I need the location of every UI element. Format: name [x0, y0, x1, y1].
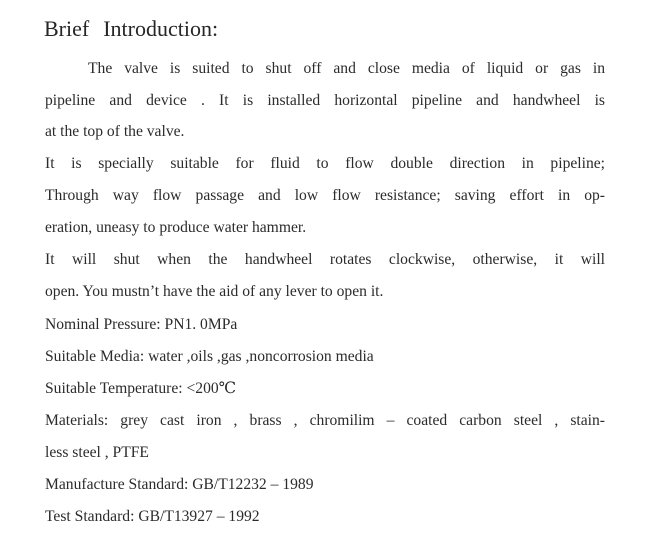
- paragraph-2-line-2: Through way flow passage and low flow resistance; saving effort in op-: [45, 187, 605, 204]
- paragraph-2-line-1: It is specially suitable for fluid to flow double direction in pipeline;: [45, 155, 605, 172]
- spec-suitable-media: Suitable Media: water ,oils ,gas ,noncorrosion media: [45, 348, 374, 365]
- section-title: [44, 14, 218, 44]
- spec-manufacture-standard: Manufacture Standard: GB/T12232 – 1989: [45, 476, 314, 493]
- paragraph-2-line-3: eration, uneasy to produce water hammer.: [45, 219, 307, 236]
- section-title-word-introduction: Introduction:: [103, 16, 219, 41]
- spec-suitable-temperature: Suitable Temperature: <200℃: [45, 380, 237, 397]
- paragraph-1-line-1: The valve is suited to shut off and close media of liquid or gas in: [88, 60, 605, 77]
- spec-materials-line-2: less steel , PTFE: [45, 444, 149, 461]
- spec-materials-line-1: Materials: grey cast iron , brass , chromilim – coated carbon steel , stain-: [45, 412, 605, 429]
- paragraph-3-line-2: open. You mustn’t have the aid of any lever to open it.: [45, 283, 384, 300]
- paragraph-1-line-3: at the top of the valve.: [45, 123, 185, 140]
- paragraph-1-line-2: pipeline and device . It is installed horizontal pipeline and handwheel is: [45, 92, 605, 109]
- section-title-word-brief: Brief: [44, 16, 90, 41]
- paragraph-3-line-1: It will shut when the handwheel rotates clockwise, otherwise, it will: [45, 251, 605, 268]
- spec-test-standard: Test Standard: GB/T13927 – 1992: [45, 508, 260, 525]
- spec-nominal-pressure: Nominal Pressure: PN1. 0MPa: [45, 316, 238, 333]
